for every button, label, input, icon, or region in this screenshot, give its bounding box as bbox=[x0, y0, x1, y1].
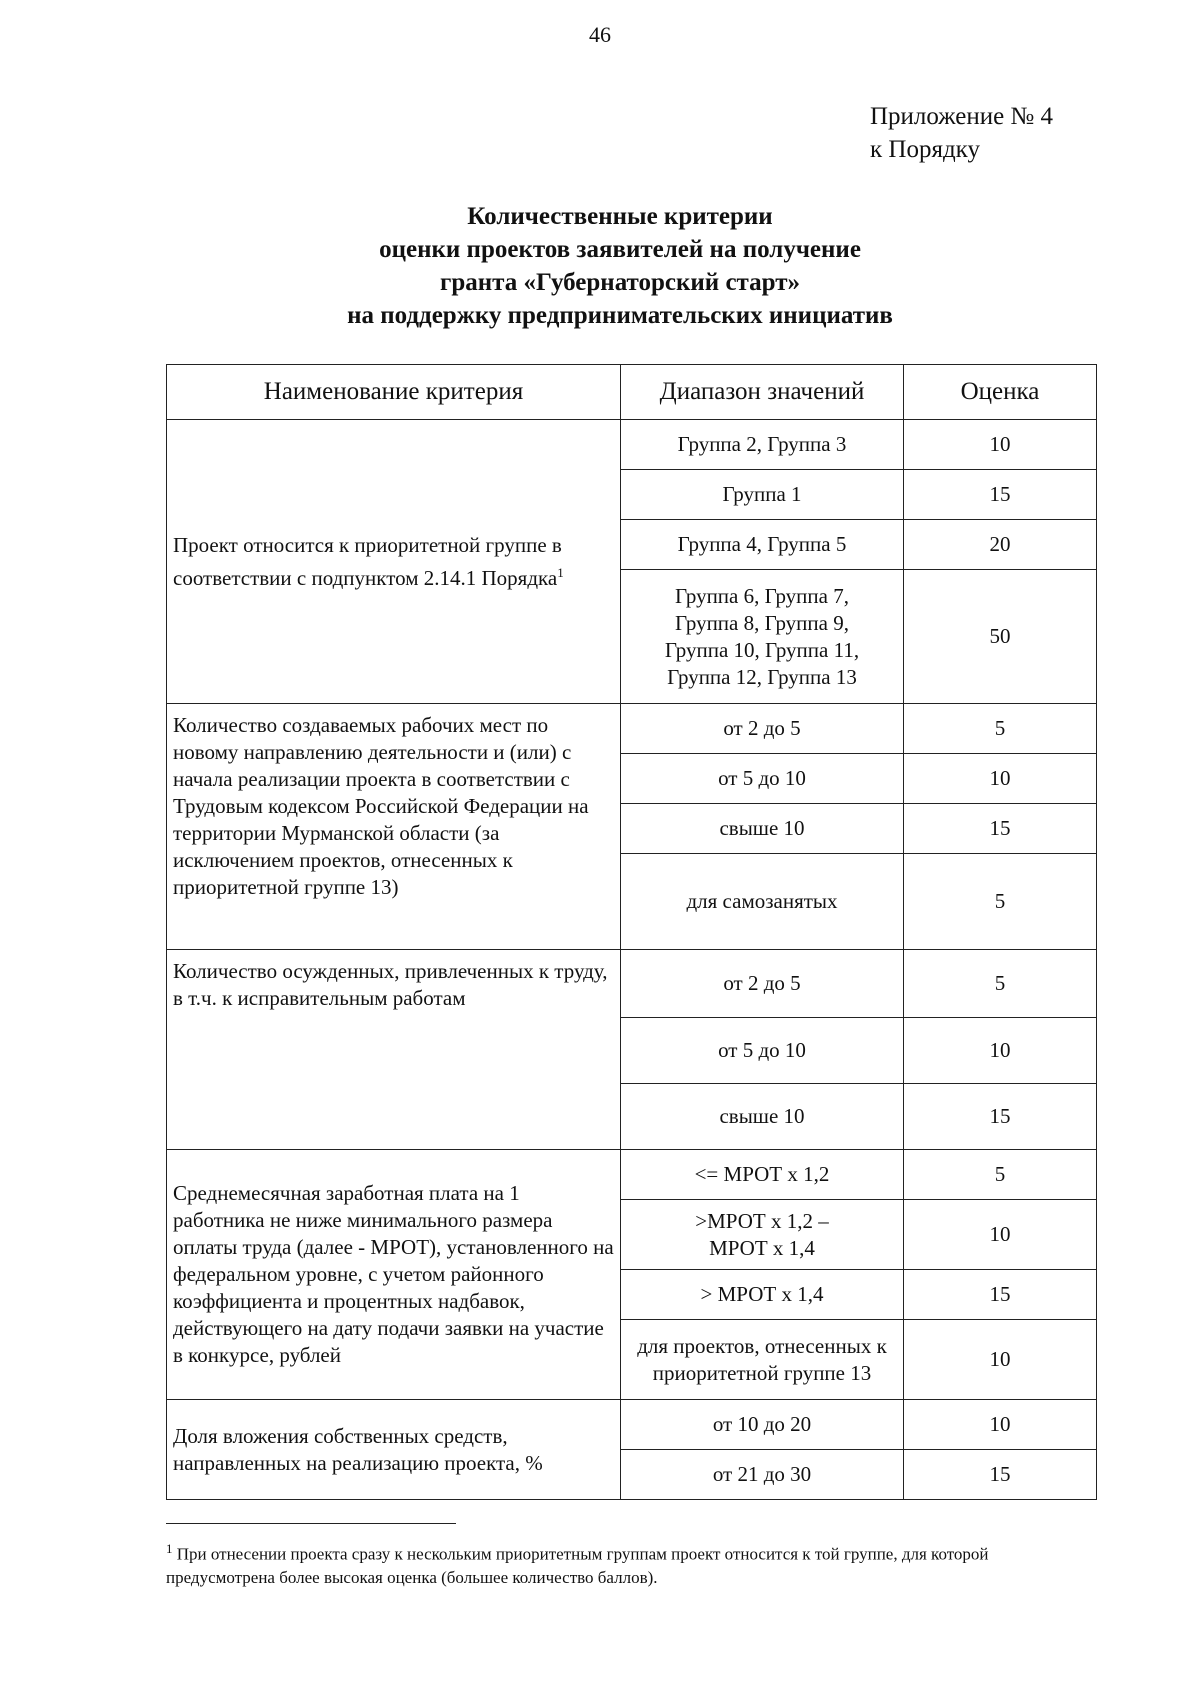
score-cell: 5 bbox=[904, 704, 1097, 754]
score-cell: 10 bbox=[904, 1320, 1097, 1400]
range-cell: от 5 до 10 bbox=[621, 1018, 904, 1084]
title-line-4: на поддержку предпринимательских инициатив bbox=[347, 302, 893, 329]
range-cell: от 2 до 5 bbox=[621, 950, 904, 1018]
score-cell: 15 bbox=[904, 804, 1097, 854]
range-cell: Группа 1 bbox=[621, 470, 904, 520]
footnote-text: При отнесении проекта сразу к нескольким приоритетным группам проект относится к той группе, для которой предусмотрена более высокая оценка (большее количество баллов). bbox=[166, 1544, 989, 1587]
page-number: 46 bbox=[589, 22, 611, 47]
footnote-mark: 1 bbox=[166, 1541, 173, 1556]
title-line-3: гранта «Губернаторский старт» bbox=[440, 269, 800, 296]
appendix-line-2: к Порядку bbox=[870, 136, 980, 163]
range-cell: от 21 до 30 bbox=[621, 1450, 904, 1500]
title-line-1: Количественные критерии bbox=[467, 203, 773, 230]
document-title bbox=[0, 200, 1200, 332]
header-range: Диапазон значений bbox=[621, 365, 904, 420]
score-cell: 15 bbox=[904, 1270, 1097, 1320]
table-header-row bbox=[167, 365, 1097, 420]
criterion-own-funds: Доля вложения собственных средств, направленных на реализацию проекта, % bbox=[167, 1400, 621, 1500]
footnote-separator bbox=[166, 1523, 456, 1524]
criteria-table bbox=[166, 364, 1097, 1500]
title-line-2: оценки проектов заявителей на получение bbox=[379, 236, 861, 263]
criterion-convicts: Количество осужденных, привлеченных к труду, в т.ч. к исправительным работам bbox=[167, 950, 621, 1150]
score-cell: 15 bbox=[904, 470, 1097, 520]
score-cell: 10 bbox=[904, 754, 1097, 804]
range-cell: свыше 10 bbox=[621, 1084, 904, 1150]
table-row bbox=[167, 1150, 1097, 1200]
footnote-mark: 1 bbox=[557, 564, 564, 580]
score-cell: 5 bbox=[904, 1150, 1097, 1200]
score-cell: 10 bbox=[904, 420, 1097, 470]
range-cell: <= МРОТ х 1,2 bbox=[621, 1150, 904, 1200]
appendix-reference bbox=[870, 100, 1053, 166]
table-row bbox=[167, 420, 1097, 470]
score-cell: 5 bbox=[904, 854, 1097, 950]
score-cell: 10 bbox=[904, 1400, 1097, 1450]
header-criterion: Наименование критерия bbox=[167, 365, 621, 420]
score-cell: 15 bbox=[904, 1450, 1097, 1500]
score-cell: 10 bbox=[904, 1018, 1097, 1084]
score-cell: 15 bbox=[904, 1084, 1097, 1150]
header-score: Оценка bbox=[904, 365, 1097, 420]
range-cell: > МРОТ х 1,4 bbox=[621, 1270, 904, 1320]
score-cell: 20 bbox=[904, 520, 1097, 570]
table-row bbox=[167, 1400, 1097, 1450]
range-cell: для самозанятых bbox=[621, 854, 904, 950]
range-cell: Группа 4, Группа 5 bbox=[621, 520, 904, 570]
table-row bbox=[167, 704, 1097, 754]
table-row bbox=[167, 950, 1097, 1018]
range-cell: от 2 до 5 bbox=[621, 704, 904, 754]
score-cell: 10 bbox=[904, 1200, 1097, 1270]
range-cell: >МРОТ х 1,2 – МРОТ х 1,4 bbox=[621, 1200, 904, 1270]
criterion-salary: Среднемесячная заработная плата на 1 работника не ниже минимального размера оплаты труда (далее - МРОТ), установленного на федеральном уровне, с учетом районного коэффициента и процентных надбавок, действующего на дату подачи заявки на участие в конкурсе, рублей bbox=[167, 1150, 621, 1400]
score-cell: 50 bbox=[904, 570, 1097, 704]
range-cell: от 10 до 20 bbox=[621, 1400, 904, 1450]
range-cell: от 5 до 10 bbox=[621, 754, 904, 804]
range-cell: для проектов, отнесенных к приоритетной группе 13 bbox=[621, 1320, 904, 1400]
range-cell: Группа 2, Группа 3 bbox=[621, 420, 904, 470]
appendix-line-1: Приложение № 4 bbox=[870, 103, 1054, 130]
criterion-priority-group bbox=[167, 420, 621, 704]
range-cell: Группа 6, Группа 7, Группа 8, Группа 9, Группа 10, Группа 11, Группа 12, Группа 13 bbox=[621, 570, 904, 704]
range-cell: свыше 10 bbox=[621, 804, 904, 854]
footnote bbox=[166, 1537, 1096, 1589]
score-cell: 5 bbox=[904, 950, 1097, 1018]
criterion-jobs: Количество создаваемых рабочих мест по новому направлению деятельности и (или) с начала реализации проекта в соответствии с Трудовым кодексом Российской Федерации на территории Мурманской области (за исключением проектов, отнесенных к приоритетной группе 13) bbox=[167, 704, 621, 950]
criterion-text: Проект относится к приоритетной группе в соответствии с подпунктом 2.14.1 Порядка bbox=[173, 532, 562, 590]
